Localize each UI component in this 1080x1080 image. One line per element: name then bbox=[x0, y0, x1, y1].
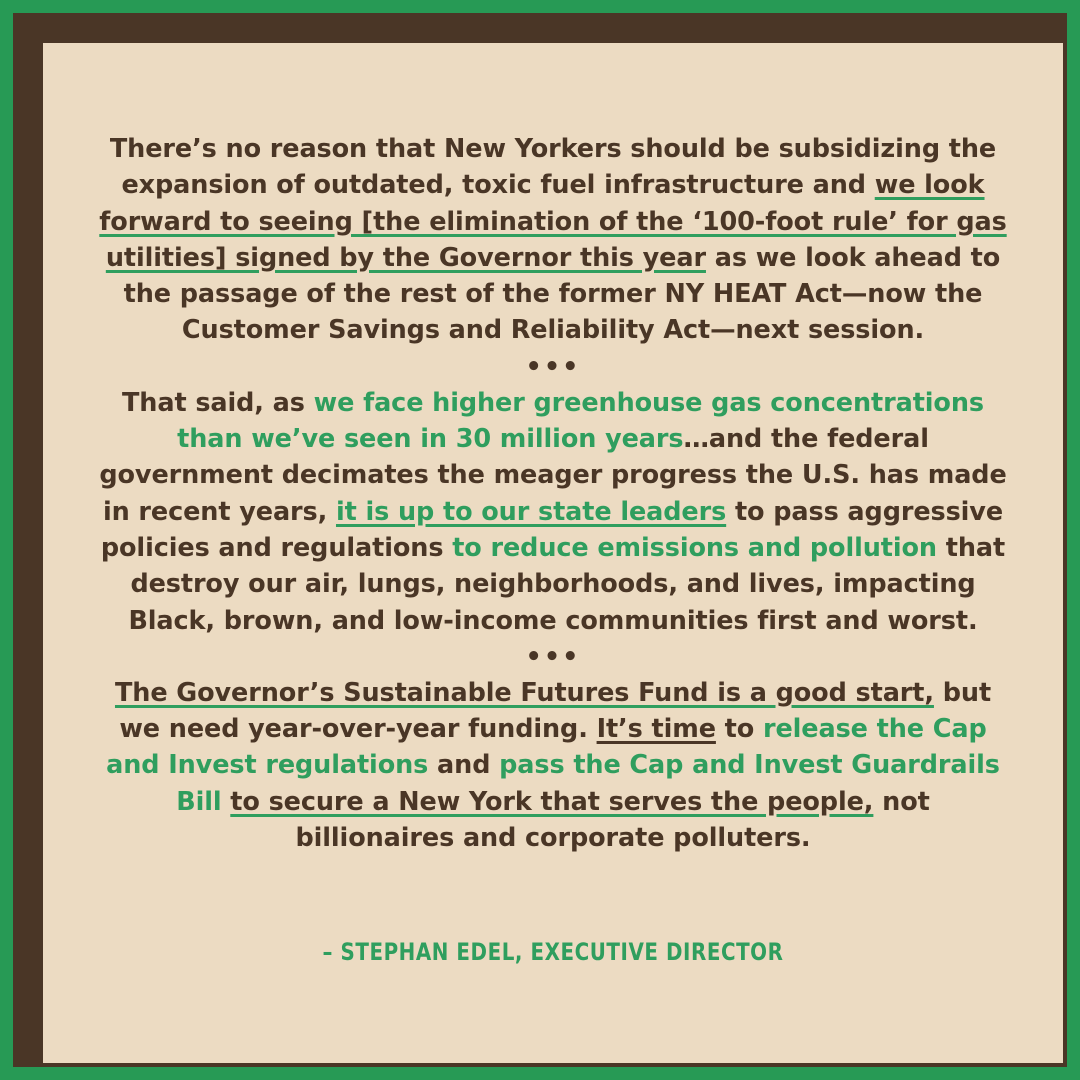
attribution-line: – STEPHAN EDEL, EXECUTIVE DIRECTOR bbox=[322, 938, 784, 966]
p1-segment-1: There’s no reason that New Yorkers should be subsidizing the expansion of outdated, toxic fuel infrastructure and bbox=[109, 134, 997, 201]
p3-segment-9-underlined: to secure a New York that serves the people, bbox=[230, 786, 874, 817]
section-divider-1: ••• bbox=[525, 351, 581, 382]
p3-segment-7-green: pass the Cap and Invest Guardrails Bill bbox=[176, 750, 1000, 817]
p2-segment-1: That said, as bbox=[122, 387, 314, 418]
quote-text-block bbox=[93, 131, 1013, 856]
p1-segment-3: as we look ahead to the passage of the rest of the former NY HEAT Act—now the Customer Savings and Reliability Act—next session. bbox=[123, 242, 1001, 346]
p3-segment-2: but we need year-over-year funding. bbox=[119, 677, 992, 745]
p2-segment-2-green: we face higher greenhouse gas concentrations than we’ve seen in 30 million years bbox=[177, 387, 984, 455]
quote-card bbox=[43, 43, 1063, 1063]
p3-segment-4: to bbox=[715, 714, 763, 745]
p3-segment-3-underlined: It’s time bbox=[596, 714, 716, 745]
quote-paragraph-1 bbox=[93, 131, 1013, 349]
p3-segment-5-green: release the Cap and Invest regulations bbox=[106, 714, 987, 781]
p2-segment-7: that destroy our air, lungs, neighborhoods, and lives, impacting Black, brown, and low-income communities first and worst. bbox=[128, 532, 1006, 636]
quote-paragraph-2 bbox=[93, 385, 1013, 639]
quote-paragraph-3 bbox=[93, 675, 1013, 856]
p3-segment-8 bbox=[222, 787, 231, 817]
p2-segment-5: to pass aggressive policies and regulations bbox=[100, 496, 1004, 563]
p3-segment-10: not billionaires and corporate polluters. bbox=[295, 786, 930, 854]
p3-segment-6: and bbox=[428, 750, 500, 781]
p2-segment-4-green-underlined: it is up to our state leaders bbox=[335, 496, 727, 527]
p1-segment-2-underlined: we look forward to seeing [the elimination of the ‘100-foot rule’ for gas utilities] signed by the Governor this year bbox=[99, 170, 1007, 273]
p3-segment-1-underlined: The Governor’s Sustainable Futures Fund is a good start, bbox=[114, 677, 934, 708]
inner-brown-border bbox=[13, 13, 1067, 1067]
section-divider-2: ••• bbox=[525, 641, 581, 672]
p2-segment-6-green: to reduce emissions and pollution bbox=[452, 532, 937, 563]
p2-segment-3: …and the federal government decimates the meager progress the U.S. has made in recent years, bbox=[99, 424, 1007, 527]
